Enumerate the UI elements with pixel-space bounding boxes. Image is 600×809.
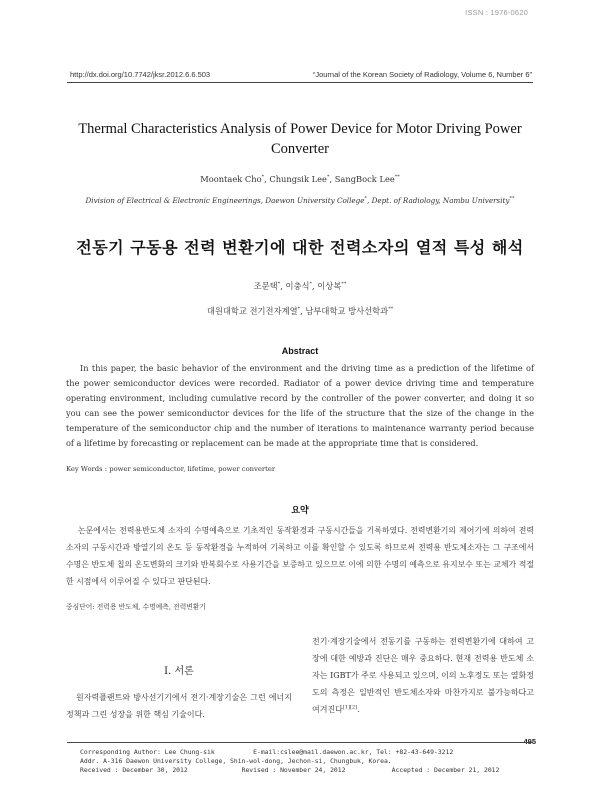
footer-address: Addr. A-316 Daewon University College, Shin-wol-dong, Jechon-si, Chungbuk, Korea. [80,757,392,765]
page-number: 495 [523,737,536,746]
author-name: Moontaek Cho [200,174,262,184]
footer-rule [67,742,533,743]
paper-title-en: Thermal Characteristics Analysis of Power Device for Motor Driving Power Converter [78,121,522,157]
author-mark: * [261,174,265,181]
keywords-ko: 중심단어: 전력용 반도체, 수명예측, 전력변환기 [66,603,207,611]
abstract-body: In this paper, the basic behavior of the environment and the driving time as a prediction of the lifetime of the power semiconductor devices were recorded. Radiator of a power device driving time and temperature operating environment, including cumulative record by the controller of the power converter, and doing it so you can see the power semiconductor devices for the life of the structure that the size of the change in the temperature of the semiconductor chip and the number of iterations to maintenance warranty period because of a lifetime by forecasting or replacement can be made at the appropriate time that is considered. [66,363,534,448]
affiliation-text: , 남부대학교 방사선학과 [300,306,389,316]
footer-dates: Received : December 30, 2012 Revised : November 24, 2012 Accepted : December 21, 2012 [80,766,500,774]
author-name: SangBock Lee [334,174,395,184]
author-name: 조문택 [253,281,278,291]
keywords-en: Key Words : power semiconductor, lifetime, power converter [66,465,276,473]
author-mark: ** [394,174,400,181]
paper-title-ko: 전동기 구동용 전력 변환기에 대한 전력소자의 열적 특성 해석 [76,238,524,257]
intro-column-right [312,633,534,718]
section-heading-introduction: Ⅰ. 서론 [164,666,194,677]
abstract-heading: Abstract [281,346,319,356]
affiliation-text: 대원대학교 전기전자계열 [206,306,298,316]
intro-column-left: 원자력플랜트와 방사선기기에서 전기·계장기술은 그런 에너지 정책과 그린 성장을 위한 핵심 기술이다. [66,693,292,719]
author-separator: , [312,281,318,291]
author-separator: , [280,281,286,291]
affiliation-mark: ** [388,306,394,313]
footer-info [80,748,520,775]
author-name: 이상복 [317,281,342,291]
authors-en [0,174,600,184]
citation-reference[interactable]: [1][2] [342,704,358,711]
korean-abstract-body: 논문에서는 전력용반도체 소자의 수명예측으로 기초적인 동작환경과 구동시간들을 기록하였다. 전력변환기의 제어기에 의하여 전력소자의 구동시간과 방열기의 온도 등 동작환경을 누적하여 기록하고 이를 확인할 수 있도록 하므로써 전력용 반도체소자는 그 구조에서 수명은 반도체 칩의 온도변화의 크기와 반복회수로 사용기간을 보증하고 있으므로 이에 의한 수명의 예측으로 유지보수 또는 교체가 적절한 시점에서 이루어질 수 있다고 판단된다. [66,526,534,586]
author-separator: , [329,174,335,184]
author-mark: * [277,281,281,288]
affiliation-mark: ** [509,195,515,202]
korean-abstract-heading: 요약 [291,505,309,515]
journal-citation: “Journal of the Korean Society of Radiology, Volume 6, Number 6” [312,70,532,79]
doi-link[interactable]: http://dx.doi.org/10.7742/jksr.2012.6.6.503 [70,70,211,79]
author-mark: * [326,174,330,181]
affiliation-text: Division of Electrical & Electronic Engineerings, Daewon University College [85,196,365,205]
author-mark: * [309,281,313,288]
author-mark: ** [341,281,347,288]
affiliation-mark: * [364,195,367,202]
intro-paragraph: 전기·계장기술에서 전동기를 구동하는 전력변환기에 대하여 고장에 대한 예방과 진단은 매우 중요하다. 현재 전력용 반도체 소자는 IGBT가 주로 사용되고 있으며, 이의 노후정도 또는 열화정도의 측정은 일반적인 반도체소자와 마찬가지로 불가능하다고 여겨진다 [312,637,534,714]
intro-paragraph-end: . [357,705,360,714]
affiliation-en [0,196,600,205]
author-name: 이충식 [285,281,310,291]
author-name: Chungsik Lee [269,174,327,184]
affiliation-text: , Dept. of Radiology, Nambu University [367,196,510,205]
header-rule [67,82,533,83]
author-separator: , [264,174,270,184]
footer-corresponding-author: Corresponding Author: Lee Chung-sik E-mail:cslee@mail.daewon.ac.kr, Tel: +82-43-649-3212 [80,748,454,756]
authors-ko [0,280,600,292]
affiliation-ko [0,305,600,317]
affiliation-mark: * [297,306,301,313]
issn-label: ISSN : 1976-0620 [465,8,528,17]
